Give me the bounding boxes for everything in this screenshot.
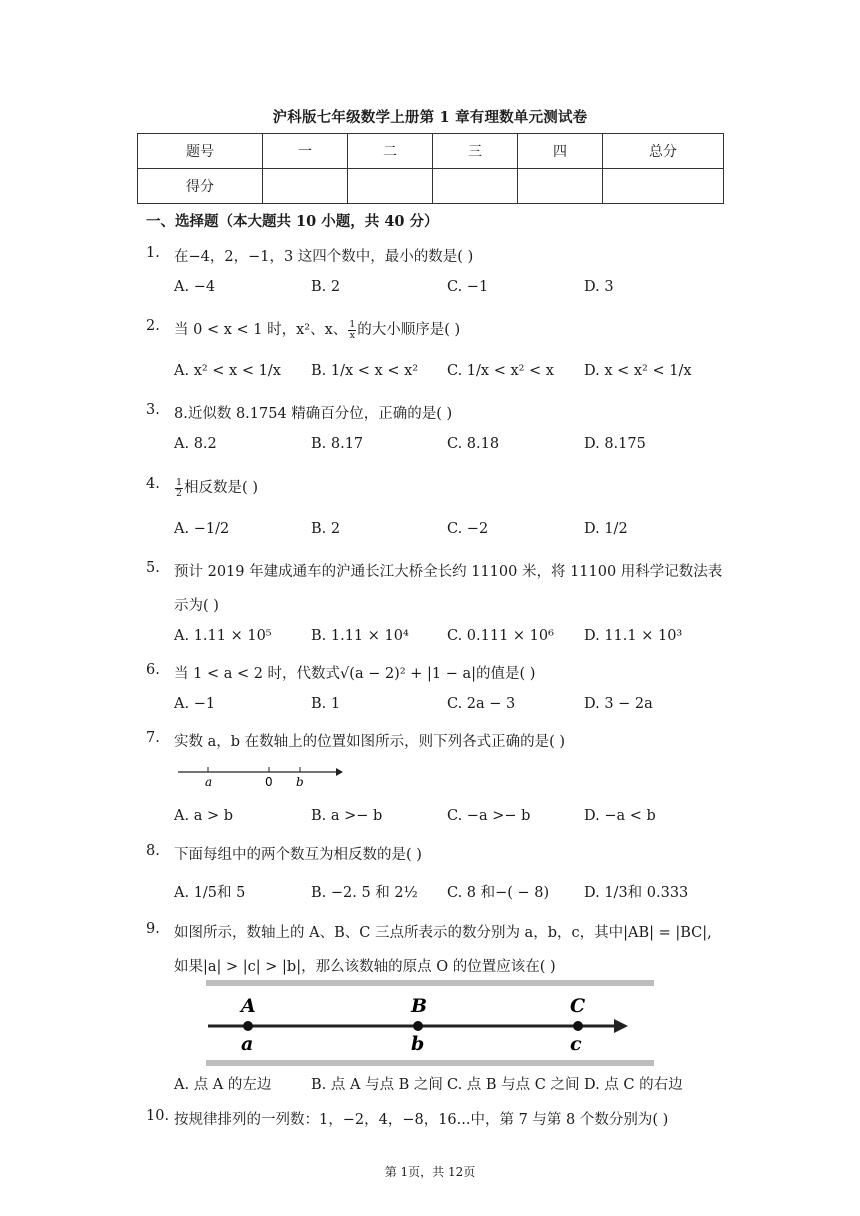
option-a: A. 8.2	[174, 436, 217, 452]
question-number: 3.	[146, 402, 160, 418]
option-a: A. x² < x < 1/x	[174, 363, 281, 379]
fraction	[175, 478, 183, 499]
point-label-lower-c: c	[570, 1033, 582, 1055]
question-number: 10.	[146, 1108, 170, 1124]
option-c: C. 8.18	[447, 436, 500, 452]
score-header-cell: 二	[348, 134, 433, 169]
option-d: D. x < x² < 1/x	[584, 363, 692, 379]
fraction	[348, 320, 356, 341]
numerator: 1	[176, 476, 183, 488]
option-b: B. −2. 5 和 2½	[311, 885, 418, 901]
score-cell	[433, 169, 518, 204]
option-a: A. −1/2	[174, 521, 230, 537]
option-b: B. 1.11 × 10⁴	[311, 628, 409, 644]
point-b	[413, 1021, 423, 1031]
axis-label-a: a	[205, 775, 213, 789]
question-text-continued: 如果|a| > |c| > |b|，那么该数轴的原点 O 的位置应该在( )	[174, 959, 556, 975]
option-d: D. 3	[584, 279, 614, 295]
figure-bottom-border	[206, 1060, 654, 1066]
score-header-cell: 一	[263, 134, 348, 169]
option-c: C. 点 B 与点 C 之间	[447, 1077, 580, 1093]
point-label-upper-c: C	[570, 995, 586, 1017]
option-a: A. 点 A 的左边	[174, 1077, 272, 1093]
axis-label-b: b	[296, 775, 304, 789]
denominator: x	[349, 329, 355, 341]
option-a: A. 1/5和 5	[174, 885, 246, 901]
score-cell	[263, 169, 348, 204]
option-b: B. a >− b	[311, 808, 383, 824]
score-header-cell: 三	[433, 134, 518, 169]
denominator: 2	[176, 487, 183, 499]
number-line-abc-figure	[206, 980, 654, 1066]
score-table	[137, 133, 724, 204]
question-text	[174, 318, 460, 341]
score-cell	[348, 169, 433, 204]
question-text: 如图所示，数轴上的 A、B、C 三点所表示的数分别为 a，b，c，其中|AB| = |BC|,	[174, 925, 712, 941]
score-header-cell: 题号	[138, 134, 263, 169]
question-text-part: 当 0 < x < 1 时，x²、x、	[174, 322, 348, 338]
option-d: D. 3 − 2a	[584, 696, 653, 712]
option-b: B. 8.17	[311, 436, 364, 452]
point-a	[243, 1021, 253, 1031]
score-cell	[603, 169, 724, 204]
question-number: 4.	[146, 476, 160, 492]
question-text: 实数 a，b 在数轴上的位置如图所示，则下列各式正确的是( )	[174, 734, 566, 750]
question-number: 9.	[146, 921, 160, 937]
number-line-figure	[176, 762, 346, 792]
score-cell	[518, 169, 603, 204]
question-number: 1.	[146, 245, 160, 261]
option-a: A. −4	[174, 279, 216, 295]
question-text-continued: 示为( )	[174, 598, 219, 614]
question-text-part: 相反数是( )	[184, 480, 258, 496]
question-text	[174, 476, 258, 499]
option-a: A. −1	[174, 696, 216, 712]
point-c	[573, 1021, 583, 1031]
exam-title: 沪科版七年级数学上册第 1 章有理数单元测试卷	[272, 109, 588, 126]
point-label-lower-b: b	[411, 1033, 425, 1055]
question-text: 下面每组中的两个数互为相反数的是( )	[174, 847, 422, 863]
score-header-cell: 四	[518, 134, 603, 169]
option-c: C. −2	[447, 521, 489, 537]
option-d: D. 11.1 × 10³	[584, 628, 683, 644]
option-b: B. 1/x < x < x²	[311, 363, 419, 379]
option-b: B. 1	[311, 696, 341, 712]
option-d: D. 8.175	[584, 436, 646, 452]
axis-label-zero: 0	[265, 775, 273, 789]
option-d: D. 1/3和 0.333	[584, 885, 689, 901]
page-footer: 第 1页，共 12页	[384, 1165, 476, 1179]
option-b: B. 2	[311, 279, 341, 295]
score-row-label: 得分	[138, 169, 263, 204]
question-number: 8.	[146, 843, 160, 859]
option-a: A. 1.11 × 10⁵	[174, 628, 272, 644]
option-c: C. −1	[447, 279, 489, 295]
option-c: C. −a >− b	[447, 808, 531, 824]
question-text: 当 1 < a < 2 时，代数式√(a − 2)² + |1 − a|的值是( )	[174, 666, 536, 682]
question-text-part: 的大小顺序是( )	[357, 322, 461, 338]
section-heading: 一、选择题（本大题共 10 小题，共 40 分）	[146, 213, 439, 230]
numerator: 1	[349, 318, 356, 330]
point-label-upper-a: A	[241, 995, 256, 1017]
point-label-lower-a: a	[241, 1033, 254, 1055]
question-number: 6.	[146, 662, 160, 678]
option-d: D. 1/2	[584, 521, 628, 537]
option-c: C. 2a − 3	[447, 696, 516, 712]
score-header-cell: 总分	[603, 134, 724, 169]
option-a: A. a > b	[174, 808, 233, 824]
option-d: D. −a < b	[584, 808, 656, 824]
score-table-row	[138, 169, 724, 204]
option-c: C. 8 和−( − 8)	[447, 885, 550, 901]
question-text: 8.近似数 8.1754 精确百分位，正确的是( )	[174, 406, 453, 422]
question-number: 7.	[146, 730, 160, 746]
question-text: 在−4，2，−1，3 这四个数中，最小的数是( )	[174, 249, 474, 265]
option-c: C. 0.111 × 10⁶	[447, 628, 554, 644]
option-b: B. 2	[311, 521, 341, 537]
point-label-upper-b: B	[411, 995, 428, 1017]
question-number: 2.	[146, 318, 160, 334]
question-number: 5.	[146, 560, 160, 576]
option-c: C. 1/x < x² < x	[447, 363, 554, 379]
score-table-header-row	[138, 134, 724, 169]
axis-arrow	[336, 768, 343, 776]
axis-arrow	[614, 1019, 628, 1033]
option-b: B. 点 A 与点 B 之间	[311, 1077, 443, 1093]
option-d: D. 点 C 的右边	[584, 1077, 683, 1093]
question-text: 按规律排列的一列数：1，−2，4，−8，16...中，第 7 与第 8 个数分别为( )	[174, 1112, 669, 1128]
figure-top-border	[206, 980, 654, 986]
question-text: 预计 2019 年建成通车的沪通长江大桥全长约 11100 米，将 11100 用科学记数法表	[174, 564, 723, 580]
